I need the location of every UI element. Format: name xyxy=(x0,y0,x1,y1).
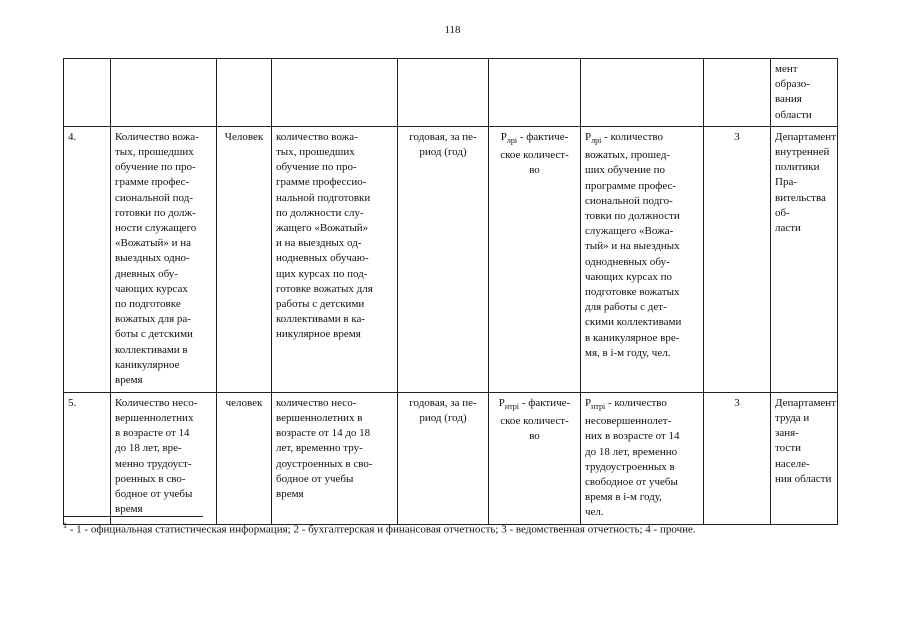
formula-text: - фактиче- ское количест- во xyxy=(500,396,571,443)
cell-name: Количество вожа- тых, прошедших обучение по про- грамме профес- сиональной под- готовки по долж- ности служащего «Вожатый» и на выездных одно- дневных обу- чающих курсах по подготовке вожатых для ра- боты с детскими коллективами в каникулярное время xyxy=(111,126,217,392)
cell-name xyxy=(111,59,217,127)
desc-subscript: лрi xyxy=(591,136,602,145)
formula-symbol: P xyxy=(498,396,505,409)
cell-source: 3 xyxy=(704,392,771,524)
cell-unit: Человек xyxy=(217,126,272,392)
cell-department: Департамент внутренней политики Пра- вительства об- ласти xyxy=(771,126,838,392)
cell-source xyxy=(704,59,771,127)
cell-description xyxy=(581,126,704,392)
formula-subscript: нтрi xyxy=(504,402,520,411)
footnote-mark: 1 xyxy=(63,521,67,530)
cell-period xyxy=(398,59,489,127)
desc-text: - количество вожатых, прошед- ших обучение по программе профес- сиональной подго- товки по должности служащего «Вожа- тый» и на выездных однодневных обу- чающих курсах по подготовке вожатых для работы с дет- скими коллективами в каникулярное вре- мя, в i-м году, чел. xyxy=(585,130,682,359)
cell-definition xyxy=(272,59,398,127)
cell-description xyxy=(581,59,704,127)
cell-description xyxy=(581,392,704,524)
cell-definition: количество несо- вершеннолетних в возрасте от 14 до 18 лет, временно тру- доустроенных в сво- бодное от учебы время xyxy=(272,392,398,524)
cell-department: Департамент труда и заня- тости населе- ния области xyxy=(771,392,838,524)
cell-num: 4. xyxy=(64,126,111,392)
cell-unit xyxy=(217,59,272,127)
table-row-continued xyxy=(64,59,838,127)
cell-formula xyxy=(489,59,581,127)
table-row xyxy=(64,392,838,524)
cell-unit: человек xyxy=(217,392,272,524)
desc-symbol: P xyxy=(585,130,592,143)
cell-period: годовая, за пе- риод (год) xyxy=(398,126,489,392)
page-number: 118 xyxy=(444,24,461,36)
cell-formula xyxy=(489,126,581,392)
formula-symbol: P xyxy=(500,130,507,143)
cell-formula xyxy=(489,392,581,524)
desc-text: - количество несовершеннолет- них в возрасте от 14 до 18 лет, временно трудоустроенных в свободное от учебы время в i-м году, чел. xyxy=(585,396,680,519)
formula-text: - фактиче- ское количест- во xyxy=(500,130,569,177)
cell-num xyxy=(64,59,111,127)
desc-subscript: нтрi xyxy=(591,402,606,411)
footnote xyxy=(63,521,696,536)
indicators-table xyxy=(63,58,838,525)
footnote-divider xyxy=(63,516,203,517)
cell-period: годовая, за пе- риод (год) xyxy=(398,392,489,524)
cell-num: 5. xyxy=(64,392,111,524)
cell-department: мент образо- вания области xyxy=(771,59,838,127)
table-row xyxy=(64,126,838,392)
desc-symbol: P xyxy=(585,396,592,409)
cell-source: 3 xyxy=(704,126,771,392)
formula-subscript: лрi xyxy=(506,136,518,145)
cell-definition: количество вожа- тых, прошедших обучение по про- грамме профессио- нальной подготовки по должности слу- жащего «Вожатый» и на выездных од- нодневных обучаю- щих курсах по под- готовке вожатых для работы с детскими коллективами в ка- никулярное время xyxy=(272,126,398,392)
footnote-text: - 1 - официальная статистическая информация; 2 - бухгалтерская и финансовая отчетность; 3 - ведомственная отчетность; 4 - прочие. xyxy=(67,523,696,536)
cell-name: Количество несо- вершеннолетних в возрасте от 14 до 18 лет, вре- менно трудоуст- роенных в сво- бодное от учебы время xyxy=(111,392,217,524)
